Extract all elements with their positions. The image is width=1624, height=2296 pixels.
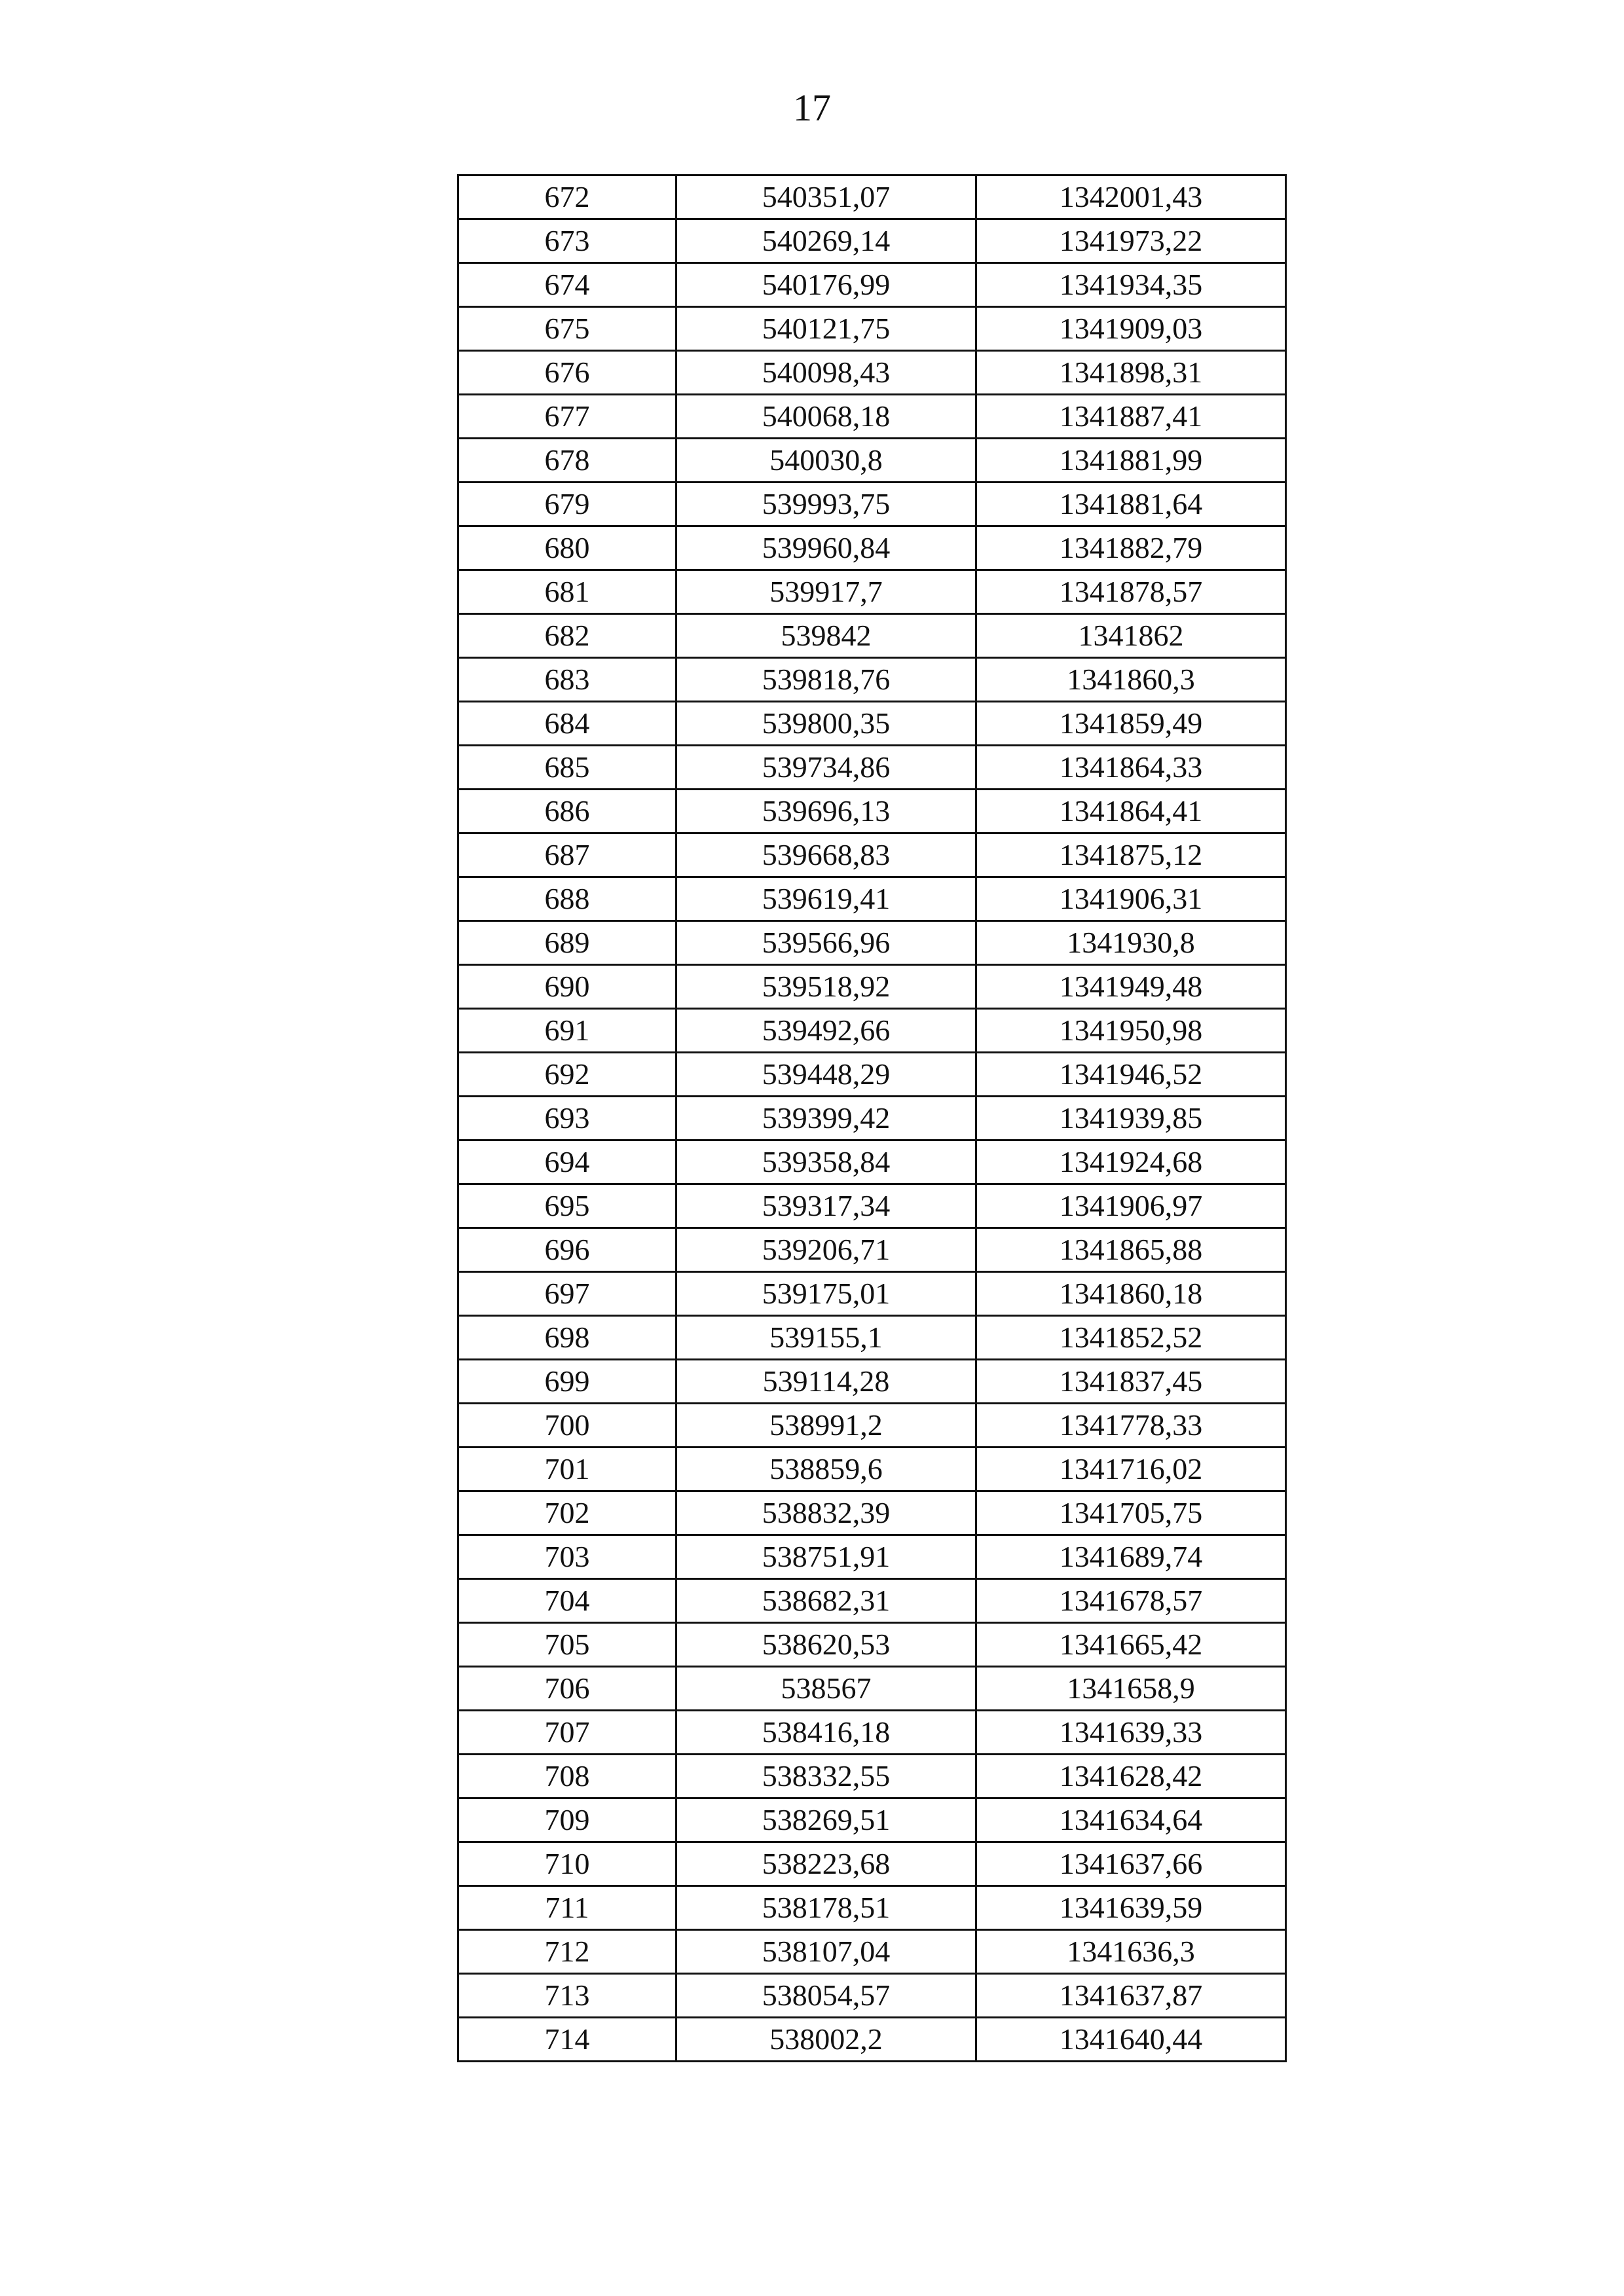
table-row <box>458 1667 1286 1711</box>
x-coordinate-cell: 538002,2 <box>676 2018 976 2062</box>
y-coordinate-cell: 1341639,33 <box>976 1711 1286 1755</box>
y-coordinate-cell: 1341634,64 <box>976 1798 1286 1842</box>
coordinates-table <box>457 174 1287 2062</box>
table-row <box>458 307 1286 351</box>
point-number-cell: 682 <box>458 614 676 658</box>
point-number-cell: 680 <box>458 526 676 570</box>
table-row <box>458 351 1286 395</box>
point-number-cell: 712 <box>458 1930 676 1974</box>
y-coordinate-cell: 1341778,33 <box>976 1404 1286 1448</box>
table-row <box>458 570 1286 614</box>
x-coordinate-cell: 539566,96 <box>676 921 976 965</box>
table-row <box>458 175 1286 219</box>
x-coordinate-cell: 540176,99 <box>676 263 976 307</box>
y-coordinate-cell: 1341878,57 <box>976 570 1286 614</box>
x-coordinate-cell: 539668,83 <box>676 833 976 877</box>
point-number-cell: 690 <box>458 965 676 1009</box>
point-number-cell: 677 <box>458 395 676 439</box>
y-coordinate-cell: 1341859,49 <box>976 702 1286 746</box>
x-coordinate-cell: 539518,92 <box>676 965 976 1009</box>
x-coordinate-cell: 539696,13 <box>676 790 976 833</box>
table-row <box>458 1184 1286 1228</box>
table-row <box>458 833 1286 877</box>
y-coordinate-cell: 1341909,03 <box>976 307 1286 351</box>
point-number-cell: 672 <box>458 175 676 219</box>
x-coordinate-cell: 539358,84 <box>676 1140 976 1184</box>
table-row <box>458 1140 1286 1184</box>
y-coordinate-cell: 1341705,75 <box>976 1491 1286 1535</box>
y-coordinate-cell: 1341639,59 <box>976 1886 1286 1930</box>
y-coordinate-cell: 1341881,64 <box>976 483 1286 526</box>
point-number-cell: 691 <box>458 1009 676 1053</box>
x-coordinate-cell: 539993,75 <box>676 483 976 526</box>
x-coordinate-cell: 539155,1 <box>676 1316 976 1360</box>
table-row <box>458 1755 1286 1798</box>
point-number-cell: 689 <box>458 921 676 965</box>
x-coordinate-cell: 540030,8 <box>676 439 976 483</box>
point-number-cell: 684 <box>458 702 676 746</box>
point-number-cell: 693 <box>458 1097 676 1140</box>
x-coordinate-cell: 538859,6 <box>676 1448 976 1491</box>
x-coordinate-cell: 538620,53 <box>676 1623 976 1667</box>
table-row <box>458 1711 1286 1755</box>
table-row <box>458 1623 1286 1667</box>
point-number-cell: 707 <box>458 1711 676 1755</box>
x-coordinate-cell: 539842 <box>676 614 976 658</box>
table-row <box>458 526 1286 570</box>
y-coordinate-cell: 1341852,52 <box>976 1316 1286 1360</box>
point-number-cell: 692 <box>458 1053 676 1097</box>
y-coordinate-cell: 1341881,99 <box>976 439 1286 483</box>
x-coordinate-cell: 539960,84 <box>676 526 976 570</box>
point-number-cell: 706 <box>458 1667 676 1711</box>
table-row <box>458 1448 1286 1491</box>
y-coordinate-cell: 1341636,3 <box>976 1930 1286 1974</box>
x-coordinate-cell: 540351,07 <box>676 175 976 219</box>
x-coordinate-cell: 538567 <box>676 1667 976 1711</box>
point-number-cell: 683 <box>458 658 676 702</box>
point-number-cell: 688 <box>458 877 676 921</box>
point-number-cell: 679 <box>458 483 676 526</box>
y-coordinate-cell: 1341864,41 <box>976 790 1286 833</box>
point-number-cell: 708 <box>458 1755 676 1798</box>
x-coordinate-cell: 540121,75 <box>676 307 976 351</box>
y-coordinate-cell: 1341946,52 <box>976 1053 1286 1097</box>
table-row <box>458 702 1286 746</box>
table-row <box>458 1491 1286 1535</box>
x-coordinate-cell: 538269,51 <box>676 1798 976 1842</box>
point-number-cell: 696 <box>458 1228 676 1272</box>
x-coordinate-cell: 538223,68 <box>676 1842 976 1886</box>
y-coordinate-cell: 1341637,87 <box>976 1974 1286 2018</box>
x-coordinate-cell: 539206,71 <box>676 1228 976 1272</box>
y-coordinate-cell: 1341887,41 <box>976 395 1286 439</box>
table-row <box>458 1842 1286 1886</box>
point-number-cell: 676 <box>458 351 676 395</box>
point-number-cell: 698 <box>458 1316 676 1360</box>
x-coordinate-cell: 539317,34 <box>676 1184 976 1228</box>
y-coordinate-cell: 1341860,3 <box>976 658 1286 702</box>
x-coordinate-cell: 538991,2 <box>676 1404 976 1448</box>
y-coordinate-cell: 1341949,48 <box>976 965 1286 1009</box>
table-row <box>458 263 1286 307</box>
x-coordinate-cell: 538682,31 <box>676 1579 976 1623</box>
point-number-cell: 697 <box>458 1272 676 1316</box>
table-row <box>458 395 1286 439</box>
table-row <box>458 2018 1286 2062</box>
y-coordinate-cell: 1341862 <box>976 614 1286 658</box>
y-coordinate-cell: 1341628,42 <box>976 1755 1286 1798</box>
x-coordinate-cell: 539917,7 <box>676 570 976 614</box>
x-coordinate-cell: 538416,18 <box>676 1711 976 1755</box>
x-coordinate-cell: 540269,14 <box>676 219 976 263</box>
table-row <box>458 1579 1286 1623</box>
coordinates-table-body <box>458 175 1286 2062</box>
table-row <box>458 1535 1286 1579</box>
table-row <box>458 877 1286 921</box>
y-coordinate-cell: 1341665,42 <box>976 1623 1286 1667</box>
table-row <box>458 1930 1286 1974</box>
table-row <box>458 1228 1286 1272</box>
table-row <box>458 965 1286 1009</box>
y-coordinate-cell: 1341934,35 <box>976 263 1286 307</box>
table-row <box>458 1097 1286 1140</box>
y-coordinate-cell: 1341837,45 <box>976 1360 1286 1404</box>
y-coordinate-cell: 1341658,9 <box>976 1667 1286 1711</box>
point-number-cell: 711 <box>458 1886 676 1930</box>
x-coordinate-cell: 539619,41 <box>676 877 976 921</box>
x-coordinate-cell: 539399,42 <box>676 1097 976 1140</box>
x-coordinate-cell: 539492,66 <box>676 1009 976 1053</box>
y-coordinate-cell: 1341875,12 <box>976 833 1286 877</box>
table-row <box>458 658 1286 702</box>
y-coordinate-cell: 1341950,98 <box>976 1009 1286 1053</box>
x-coordinate-cell: 538054,57 <box>676 1974 976 2018</box>
x-coordinate-cell: 538751,91 <box>676 1535 976 1579</box>
y-coordinate-cell: 1341640,44 <box>976 2018 1286 2062</box>
point-number-cell: 685 <box>458 746 676 790</box>
point-number-cell: 705 <box>458 1623 676 1667</box>
point-number-cell: 709 <box>458 1798 676 1842</box>
y-coordinate-cell: 1341930,8 <box>976 921 1286 965</box>
point-number-cell: 702 <box>458 1491 676 1535</box>
y-coordinate-cell: 1341906,31 <box>976 877 1286 921</box>
table-row <box>458 921 1286 965</box>
point-number-cell: 701 <box>458 1448 676 1491</box>
page-number: 17 <box>793 86 831 129</box>
table-row <box>458 614 1286 658</box>
point-number-cell: 681 <box>458 570 676 614</box>
point-number-cell: 713 <box>458 1974 676 2018</box>
table-row <box>458 1272 1286 1316</box>
y-coordinate-cell: 1341882,79 <box>976 526 1286 570</box>
point-number-cell: 687 <box>458 833 676 877</box>
table-row <box>458 1360 1286 1404</box>
x-coordinate-cell: 538832,39 <box>676 1491 976 1535</box>
x-coordinate-cell: 538107,04 <box>676 1930 976 1974</box>
table-row <box>458 1404 1286 1448</box>
point-number-cell: 704 <box>458 1579 676 1623</box>
table-row <box>458 1798 1286 1842</box>
y-coordinate-cell: 1341973,22 <box>976 219 1286 263</box>
point-number-cell: 699 <box>458 1360 676 1404</box>
y-coordinate-cell: 1342001,43 <box>976 175 1286 219</box>
y-coordinate-cell: 1341906,97 <box>976 1184 1286 1228</box>
x-coordinate-cell: 538178,51 <box>676 1886 976 1930</box>
point-number-cell: 710 <box>458 1842 676 1886</box>
table-row <box>458 1009 1286 1053</box>
point-number-cell: 700 <box>458 1404 676 1448</box>
point-number-cell: 675 <box>458 307 676 351</box>
point-number-cell: 673 <box>458 219 676 263</box>
y-coordinate-cell: 1341637,66 <box>976 1842 1286 1886</box>
y-coordinate-cell: 1341716,02 <box>976 1448 1286 1491</box>
x-coordinate-cell: 539818,76 <box>676 658 976 702</box>
point-number-cell: 686 <box>458 790 676 833</box>
point-number-cell: 703 <box>458 1535 676 1579</box>
y-coordinate-cell: 1341865,88 <box>976 1228 1286 1272</box>
y-coordinate-cell: 1341864,33 <box>976 746 1286 790</box>
x-coordinate-cell: 539800,35 <box>676 702 976 746</box>
table-row <box>458 1886 1286 1930</box>
table-row <box>458 790 1286 833</box>
table-row <box>458 1974 1286 2018</box>
point-number-cell: 694 <box>458 1140 676 1184</box>
point-number-cell: 695 <box>458 1184 676 1228</box>
table-row <box>458 1316 1286 1360</box>
x-coordinate-cell: 540068,18 <box>676 395 976 439</box>
y-coordinate-cell: 1341939,85 <box>976 1097 1286 1140</box>
x-coordinate-cell: 539734,86 <box>676 746 976 790</box>
x-coordinate-cell: 539175,01 <box>676 1272 976 1316</box>
point-number-cell: 674 <box>458 263 676 307</box>
table-row <box>458 746 1286 790</box>
table-row <box>458 219 1286 263</box>
table-row <box>458 1053 1286 1097</box>
point-number-cell: 678 <box>458 439 676 483</box>
x-coordinate-cell: 539114,28 <box>676 1360 976 1404</box>
x-coordinate-cell: 539448,29 <box>676 1053 976 1097</box>
point-number-cell: 714 <box>458 2018 676 2062</box>
y-coordinate-cell: 1341898,31 <box>976 351 1286 395</box>
x-coordinate-cell: 540098,43 <box>676 351 976 395</box>
y-coordinate-cell: 1341689,74 <box>976 1535 1286 1579</box>
table-row <box>458 439 1286 483</box>
x-coordinate-cell: 538332,55 <box>676 1755 976 1798</box>
y-coordinate-cell: 1341678,57 <box>976 1579 1286 1623</box>
y-coordinate-cell: 1341924,68 <box>976 1140 1286 1184</box>
y-coordinate-cell: 1341860,18 <box>976 1272 1286 1316</box>
table-row <box>458 483 1286 526</box>
